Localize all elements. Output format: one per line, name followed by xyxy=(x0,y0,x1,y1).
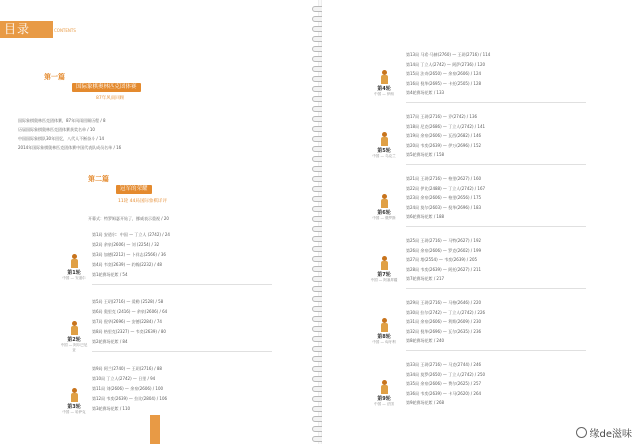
round-divider xyxy=(406,350,586,351)
game-entry[interactable]: 第12局 韦奕(2639) — 拉比(2804) / 106 xyxy=(92,396,168,401)
chess-king-icon xyxy=(70,321,79,335)
game-entry[interactable]: 第13局 马希·马赫(2760) — 王玥(2716) / 114 xyxy=(406,52,491,57)
game-entry[interactable]: 第5局 王玥(2716) — 爱勒 (2528) / 58 xyxy=(92,299,164,304)
round-divider xyxy=(92,351,272,352)
round-label: 第8轮 xyxy=(377,334,391,340)
game-entry[interactable]: 第23局 余泉(2606) — 格里(2656) / 175 xyxy=(406,195,482,200)
part2-subtitle: 11轮 44局国际象棋详评 xyxy=(118,199,167,204)
round-opponent: 中国 — 哈萨克 xyxy=(62,410,86,414)
round-divider xyxy=(406,102,586,103)
game-entry[interactable]: 第4局 韦奕(2639) — 约翰(2232) / 48 xyxy=(92,262,162,267)
game-entry[interactable]: 第7轮赛场花絮 / 217 xyxy=(406,276,445,281)
game-entry[interactable]: 第8轮赛场花絮 / 240 xyxy=(406,338,445,343)
round-opponent: 中国 — 阿尔巴尼亚 xyxy=(60,343,88,352)
decor-strip xyxy=(150,415,160,444)
round-opponent: 中国 — 匈牙利 xyxy=(372,340,396,344)
chess-piece-body xyxy=(381,261,388,270)
game-entry[interactable]: 第6轮赛场花絮 / 188 xyxy=(406,214,445,219)
page-subtitle: CONTENTS xyxy=(54,28,76,33)
round-label: 第7轮 xyxy=(377,272,391,278)
game-entry[interactable]: 第22局 伊比(2488) — 丁立人(2742) / 167 xyxy=(406,185,486,191)
chess-king-icon xyxy=(380,70,389,84)
game-entry[interactable]: 第19局 余泉(2606) — 瓦西(2682) / 146 xyxy=(406,133,482,138)
chess-piece-body xyxy=(381,199,388,208)
page-title: 目录 xyxy=(4,22,31,36)
round-badge xyxy=(370,70,398,97)
round-divider xyxy=(406,164,586,165)
round-opponent: 中国 — 阿塞拜疆 xyxy=(370,278,398,282)
round-label: 第9轮 xyxy=(377,396,391,402)
game-entry[interactable]: 第36局 韦奕(2639) — 卡马(2620) / 264 xyxy=(406,390,482,396)
part1-entry[interactable]: 历届国际象棋奥林匹克团体赛获奖名单 / 10 xyxy=(18,127,95,132)
game-entry[interactable]: 第29局 王玥(2716) — 马格(2646) / 220 xyxy=(406,300,482,305)
game-entry[interactable]: 第2轮赛场花絮 / 84 xyxy=(92,339,128,344)
round-badge xyxy=(60,388,88,415)
game-entry[interactable]: 第1轮赛场花絮 / 54 xyxy=(92,272,128,277)
round-label: 第2轮 xyxy=(67,337,81,343)
game-entry[interactable]: 第16局 倪华(2695) — 卡托(2505) / 128 xyxy=(406,80,482,86)
round-badge xyxy=(370,132,398,159)
game-entry[interactable]: 第24局 莫尔(2603) — 倪华(2696) / 183 xyxy=(406,204,482,210)
chess-piece-body xyxy=(381,385,388,394)
round-label: 第3轮 xyxy=(67,404,81,410)
part1-entry[interactable]: 2014年国际象棋奥林匹克团体赛中国代表队成员名单 / 16 xyxy=(18,145,122,150)
round-badge xyxy=(370,318,398,345)
game-entry[interactable]: 第35局 余泉(2606) — 费尔(2625) / 257 xyxy=(406,381,482,386)
game-entry[interactable]: 第5轮赛场花絮 / 158 xyxy=(406,152,445,157)
part1-subtitle: 87年风雨回顾 xyxy=(96,96,125,101)
round-opponent: 中国 — 伊朗 xyxy=(374,92,394,96)
part1-banner: 国际象棋奥林匹克团体赛 xyxy=(72,83,141,92)
part1-title: 第一篇 xyxy=(44,73,65,81)
chess-king-icon xyxy=(70,388,79,402)
game-entry[interactable]: 第17局 王玥(2716) — 乔(2742) / 136 xyxy=(406,114,478,119)
part2-title: 第二篇 xyxy=(88,175,109,183)
game-entry[interactable]: 第11局 刘(2606) — 余泉(2606) / 100 xyxy=(92,386,164,391)
game-entry[interactable]: 第3局 加德(2212) — 卜祥志(2566) / 36 xyxy=(92,252,166,257)
game-entry[interactable]: 第30局 拉尔(2742) — 丁立人(2742) / 226 xyxy=(406,309,486,315)
wechat-icon xyxy=(576,427,587,438)
part1-entry[interactable]: 国际象棋奥林匹克团体赛，87年风雨回顾历程 / 8 xyxy=(18,118,106,123)
game-entry[interactable]: 第3轮赛场花絮 / 110 xyxy=(92,406,131,411)
round-badge xyxy=(60,254,88,281)
part1-entry[interactable]: 中国国际象棋队30年回忆，八代人不断奋斗 / 14 xyxy=(18,136,105,141)
game-entry[interactable]: 第27局 塔(2554) — 韦奕(2639) / 205 xyxy=(406,257,478,262)
opening-ceremony-line[interactable]: 开幕式：特罗姆瑟开始了，挪威表示重视 / 20 xyxy=(88,216,169,221)
game-entry[interactable]: 第4轮赛场花絮 / 133 xyxy=(406,90,445,95)
game-entry[interactable]: 第32局 倪华(2696) — 瓦尔(2635) / 236 xyxy=(406,328,482,334)
game-entry[interactable]: 第14局 丁立人(2742) — 阿萨(2736) / 120 xyxy=(406,61,486,67)
game-entry[interactable]: 第25局 王玥(2716) — 马特(2627) / 192 xyxy=(406,238,482,243)
game-entry[interactable]: 第9局 阿兰(2740) — 王玥(2716) / 88 xyxy=(92,366,162,371)
game-entry[interactable]: 第33局 王玥(2716) — 马克(2744) / 246 xyxy=(406,362,482,367)
game-entry[interactable]: 第6局 奥里克 (2416) — 余泉(2606) / 64 xyxy=(92,309,168,314)
round-opponent: 中国 — 法国 xyxy=(374,402,394,406)
chess-piece-body xyxy=(381,137,388,146)
game-entry[interactable]: 第15局 法奇(2650) — 余泉(2606) / 124 xyxy=(406,71,482,76)
chess-king-icon xyxy=(380,380,389,394)
round-divider xyxy=(406,288,586,289)
chess-king-icon xyxy=(380,132,389,146)
round-badge xyxy=(370,256,398,283)
chess-king-icon xyxy=(380,256,389,270)
left-page xyxy=(0,0,318,444)
round-label: 第4轮 xyxy=(377,86,391,92)
game-entry[interactable]: 第21局 王玥(2716) — 格里(2627) / 160 xyxy=(406,176,482,181)
game-entry[interactable]: 第10局 丁立人(2742) — 日里 / 94 xyxy=(92,376,156,381)
chess-piece-body xyxy=(71,393,78,402)
game-entry[interactable]: 第9轮赛场花絮 / 268 xyxy=(406,400,445,405)
chess-king-icon xyxy=(380,194,389,208)
round-label: 第6轮 xyxy=(377,210,391,216)
round-opponent: 中国 — 乌克兰 xyxy=(372,154,396,158)
round-label: 第1轮 xyxy=(67,270,81,276)
round-divider xyxy=(92,284,272,285)
chess-piece-body xyxy=(381,323,388,332)
game-entry[interactable]: 第34局 莫罗(2650) — 丁立人(2742) / 250 xyxy=(406,371,486,377)
game-entry[interactable]: 第1局 安道尔：中国 — 丁立人 (2742) / 24 xyxy=(92,232,170,237)
round-opponent: 中国 — 俄罗斯 xyxy=(372,216,396,220)
game-entry[interactable]: 第20局 韦奕(2639) — 伊万(2696) / 152 xyxy=(406,142,482,148)
round-label: 第5轮 xyxy=(377,148,391,154)
game-entry[interactable]: 第7局 倪华(2696) — 安德(2284) / 74 xyxy=(92,319,162,324)
chess-piece-body xyxy=(71,259,78,268)
game-entry[interactable]: 第8局 格里克(2327) — 韦奕(2639) / 80 xyxy=(92,329,166,334)
right-page xyxy=(322,0,640,444)
game-entry[interactable]: 第26局 余泉(2606) — 罗克(2602) / 199 xyxy=(406,247,482,253)
game-entry[interactable]: 第18局 尼克(2686) — 丁立人(2742) / 141 xyxy=(406,123,486,129)
watermark-text: 缘de滋味 xyxy=(589,429,632,440)
chess-piece-body xyxy=(71,326,78,335)
part2-banner: 冠军的荣耀 xyxy=(116,185,152,194)
chess-king-icon xyxy=(70,254,79,268)
round-opponent: 中国 — 安道尔 xyxy=(62,276,86,280)
watermark xyxy=(576,425,633,440)
round-divider xyxy=(406,226,586,227)
game-entry[interactable]: 第31局 余泉(2606) — 利斯(2609) / 230 xyxy=(406,319,482,324)
game-entry[interactable]: 第28局 韦奕(2639) — 阿托(2627) / 211 xyxy=(406,266,482,272)
round-badge xyxy=(370,380,398,407)
round-badge xyxy=(370,194,398,221)
chess-king-icon xyxy=(380,318,389,332)
chess-piece-body xyxy=(381,75,388,84)
round-badge xyxy=(60,321,88,353)
game-entry[interactable]: 第2局 余泉(2606) — 刘 (2254) / 32 xyxy=(92,242,160,247)
